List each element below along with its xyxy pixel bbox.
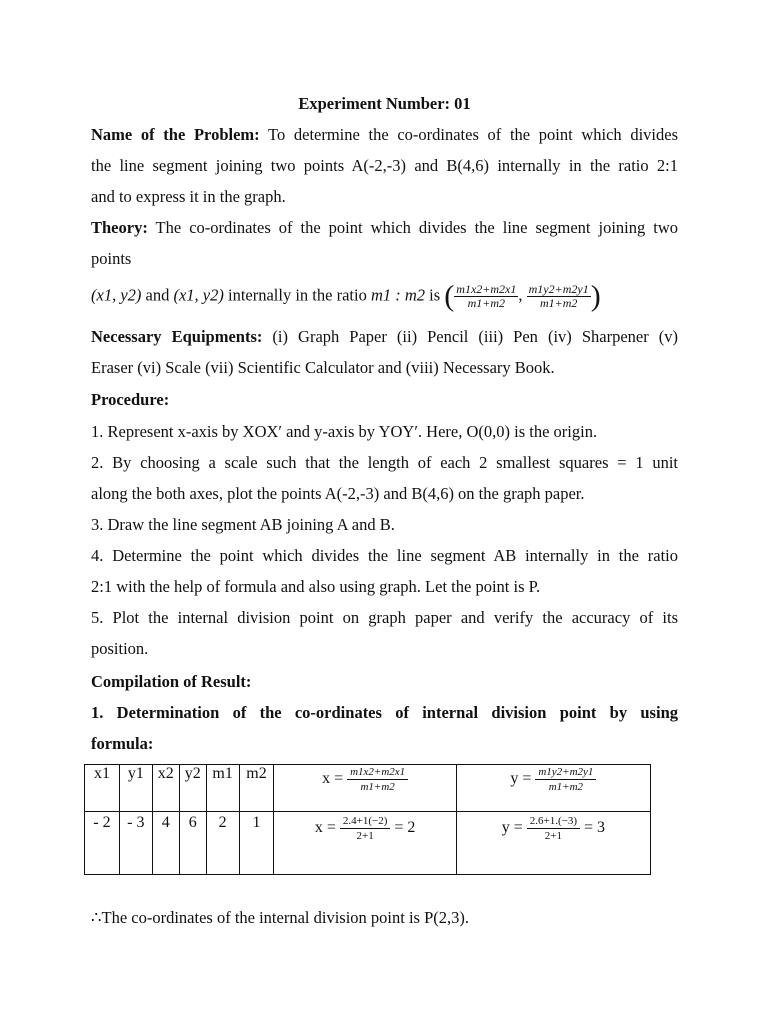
theory-formula-line: (x1, y2) and (x1, y2) internally in the ratio m1 : m2 is ( $\frac{m1x2+m2x1}{m1+m2}$ , $\frac{m1y2+m2y1}{m1+m2}$ ) (91, 279, 601, 313)
procedure-label: Procedure: (91, 390, 170, 409)
procedure-step-4a: 4. Determine the point which divides the line segment AB internally in the ratio (91, 546, 678, 565)
theory-line-1: Theory: The co-ordinates of the point which divides the line segment joining two (91, 218, 679, 237)
value-x1: - 2 (85, 812, 120, 875)
problem-line-3: and to express it in the graph. (91, 187, 286, 206)
compilation-label: Compilation of Result: (91, 672, 252, 691)
value-x-computation: x = $\frac{2.4+1(-2)}{2+1}$ = 2 (274, 812, 456, 875)
conclusion: ∴The co-ordinates of the internal division point is P(2,3). (91, 908, 470, 927)
compilation-subheading-2: formula: (91, 734, 154, 753)
procedure-step-5a: 5. Plot the internal division point on graph paper and verify the accuracy of its (91, 608, 678, 627)
ratio: m1 : m2 (370, 285, 426, 305)
problem-line-2: the line segment joining two points A(-2,-3) and B(4,6) internally in the ratio 2:1 (91, 156, 678, 175)
point-2: (x1, y2) (173, 285, 224, 305)
header-x1: x1 (85, 765, 120, 812)
value-m1: 2 (206, 812, 239, 875)
value-x2: 4 (152, 812, 179, 875)
header-m1: m1 (206, 765, 239, 812)
header-x-formula: x = $\frac{m1x2+m2x1}{m1+m2}$ (274, 765, 456, 812)
equipments-line-1: Necessary Equipments: (i) Graph Paper (ii) Pencil (iii) Pen (iv) Sharpener (v) (91, 327, 679, 346)
procedure-step-4b: 2:1 with the help of formula and also using graph. Let the point is P. (91, 577, 541, 596)
header-y2: y2 (179, 765, 206, 812)
result-table (84, 764, 651, 875)
value-y2: 6 (179, 812, 206, 875)
page-title: Experiment Number: 01 (298, 94, 471, 113)
theory-label: Theory: (91, 218, 148, 237)
procedure-step-3: 3. Draw the line segment AB joining A and B. (91, 515, 395, 534)
procedure-step-2a: 2. By choosing a scale such that the length of each 2 smallest squares = 1 unit (91, 453, 678, 472)
header-y-formula: y = $\frac{m1y2+m2y1}{m1+m2}$ (456, 765, 650, 812)
y-result: = 3 (583, 819, 606, 837)
compilation-subheading-1: 1. Determination of the co-ordinates of internal division point by using (91, 703, 678, 722)
header-x2: x2 (152, 765, 179, 812)
table-header-row (85, 765, 651, 812)
formula-y: $\frac{m1y2+m2y1}{m1+m2}$ (528, 282, 589, 310)
equipments-line-2: Eraser (vi) Scale (vii) Scientific Calculator and (viii) Necessary Book. (91, 358, 555, 377)
x-result: = 2 (394, 819, 416, 837)
procedure-step-1: 1. Represent x-axis by XOX′ and y-axis by YOY′. Here, O(0,0) is the origin. (91, 422, 598, 441)
equipments-label: Necessary Equipments: (91, 327, 263, 346)
point-1: (x1, y2) (91, 285, 142, 305)
header-m2: m2 (239, 765, 274, 812)
procedure-step-2b: along the both axes, plot the points A(-2,-3) and B(4,6) on the graph paper. (91, 484, 585, 503)
header-y1: y1 (119, 765, 152, 812)
problem-line-1: Name of the Problem: To determine the co-ordinates of the point which divides (91, 125, 679, 144)
value-m2: 1 (239, 812, 274, 875)
procedure-step-5b: position. (91, 639, 149, 658)
table-row (85, 812, 651, 875)
problem-label: Name of the Problem: (91, 125, 260, 144)
value-y1: - 3 (119, 812, 152, 875)
theory-line-2: points (91, 249, 132, 268)
value-y-computation: y = $\frac{2.6+1.(-3)}{2+1}$ = 3 (456, 812, 650, 875)
formula-x: $\frac{m1x2+m2x1}{m1+m2}$ (456, 282, 517, 310)
